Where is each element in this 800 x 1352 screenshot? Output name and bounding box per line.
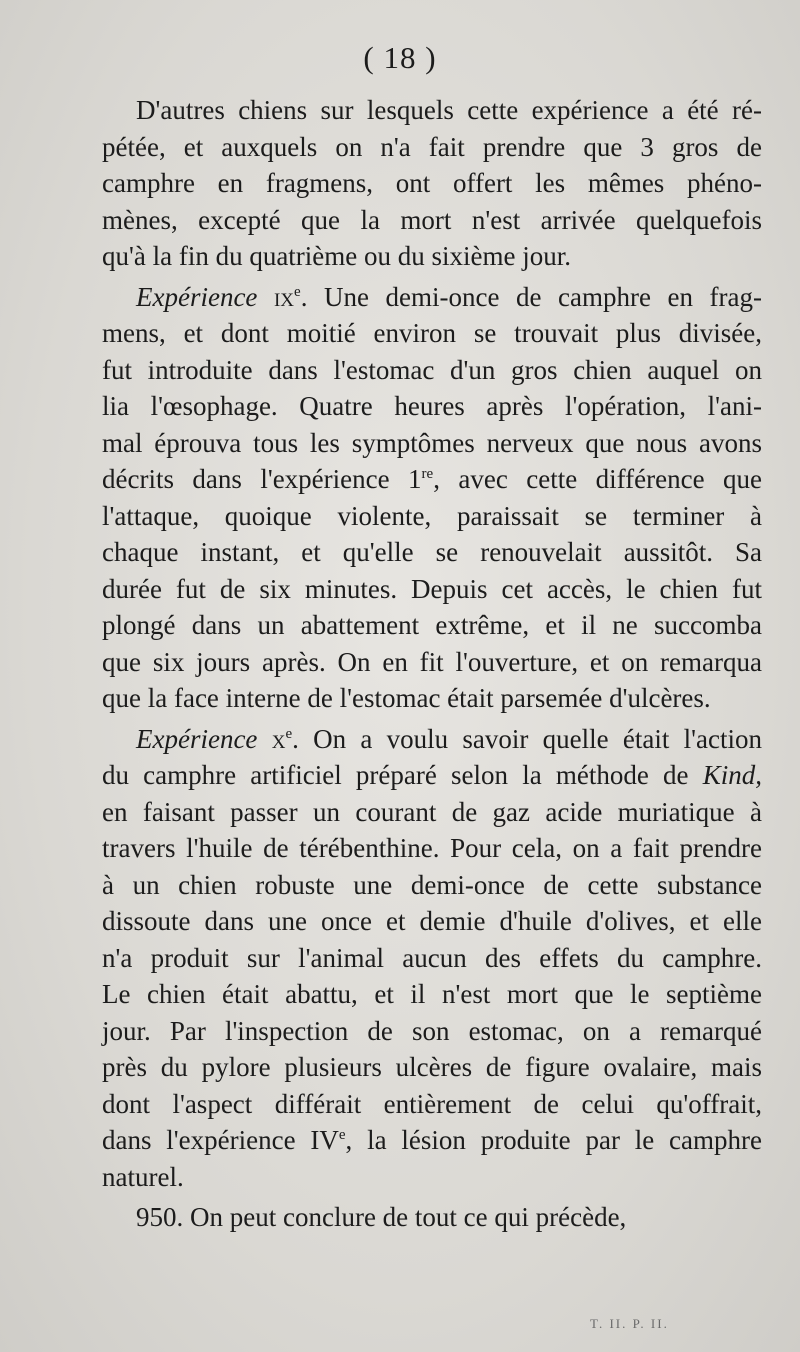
- text-line: naturel.: [102, 1161, 184, 1192]
- text-line: n'a produit sur l'animal aucun des effets du camphre.: [102, 942, 762, 973]
- text-fragment: , la lésion produite par le camphre: [345, 1125, 762, 1155]
- experiment-number: ix: [273, 281, 295, 312]
- text-line: travers l'huile de térébenthine. Pour cela, on a fait prendre: [102, 833, 762, 863]
- page-number: ( 18 ): [363, 40, 437, 75]
- text-line: à un chien robuste une demi-once de cette substance: [102, 869, 762, 900]
- author-name: Kind,: [702, 760, 762, 790]
- text-fragment: . Une demi-once de camphre en frag-: [300, 281, 762, 312]
- text-line: camphre en fragmens, ont offert les mêmes phéno-: [102, 168, 762, 198]
- experiment-label: Expérience: [136, 723, 258, 754]
- text-line: qu'à la fin du quatrième ou du sixième jour.: [102, 241, 572, 271]
- text-fragment: du camphre artificiel préparé selon la méthode de: [102, 760, 703, 790]
- paragraph-2: [102, 279, 762, 717]
- text-line: [102, 279, 762, 316]
- experiment-label: Expérience: [136, 281, 258, 312]
- text-fragment: décrits dans l'expérience 1: [102, 464, 422, 494]
- text-line: en faisant passer un courant de gaz acide muriatique à: [102, 796, 762, 827]
- ordinal-suffix: re: [421, 466, 434, 482]
- text-line: fut introduite dans l'estomac d'un gros chien auquel on: [102, 354, 762, 385]
- text-line: jour. Par l'inspection de son estomac, on a remarqué: [102, 1015, 762, 1046]
- text-line: mal éprouva tous les symptômes nerveux que nous avons: [102, 427, 762, 458]
- text-fragment: dans l'expérience IV: [102, 1125, 339, 1155]
- text-line: plongé dans un abattement extrême, et il ne succomba: [102, 610, 762, 640]
- text-line: que la face interne de l'estomac était parsemée d'ulcères.: [102, 683, 711, 713]
- text-line: [102, 461, 762, 498]
- text-line: dont l'aspect différait entièrement de celui qu'offrait,: [102, 1088, 762, 1119]
- text-line: 950. On peut conclure de tout ce qui précède,: [136, 1202, 627, 1232]
- paragraph-3: [102, 721, 762, 1196]
- text-fragment: , avec cette différence que: [433, 464, 762, 494]
- signature-mark: T. II. P. II.: [590, 1316, 669, 1331]
- text-line: mènes, excepté que la mort n'est arrivée quelquefois: [102, 204, 762, 235]
- text-line: mens, et dont moitié environ se trouvait plus divisée,: [102, 318, 762, 348]
- text-line: près du pylore plusieurs ulcères de figure ovalaire, mais: [102, 1052, 762, 1082]
- text-line: D'autres chiens sur lesquels cette expérience a été ré-: [136, 95, 762, 125]
- text-line: durée fut de six minutes. Depuis cet accès, le chien fut: [102, 573, 762, 604]
- text-line: que six jours après. On en fit l'ouverture, et on remarqua: [102, 646, 762, 677]
- text-line: [102, 721, 762, 758]
- experiment-number: x: [271, 723, 286, 754]
- text-line: [102, 757, 762, 794]
- ordinal-suffix: e: [338, 1127, 346, 1143]
- text-line: Le chien était abattu, et il n'est mort que le septième: [102, 979, 762, 1009]
- text-line: dissoute dans une once et demie d'huile d'olives, et elle: [102, 906, 762, 936]
- text-fragment: . On a voulu savoir quelle était l'action: [292, 723, 763, 754]
- ordinal-suffix: e: [285, 725, 293, 742]
- text-line: lia l'œsophage. Quatre heures après l'opération, l'ani-: [102, 391, 762, 421]
- text-body: [102, 92, 762, 1236]
- text-line: [102, 1122, 762, 1159]
- text-line: pétée, et auxquels on n'a fait prendre que 3 gros de: [102, 131, 762, 162]
- text-line: l'attaque, quoique violente, paraissait se terminer à: [102, 500, 762, 531]
- paragraph-1: [102, 92, 762, 275]
- ordinal-suffix: e: [294, 283, 301, 300]
- paragraph-4: [102, 1199, 762, 1236]
- text-line: chaque instant, et qu'elle se renouvelait aussitôt. Sa: [102, 537, 762, 567]
